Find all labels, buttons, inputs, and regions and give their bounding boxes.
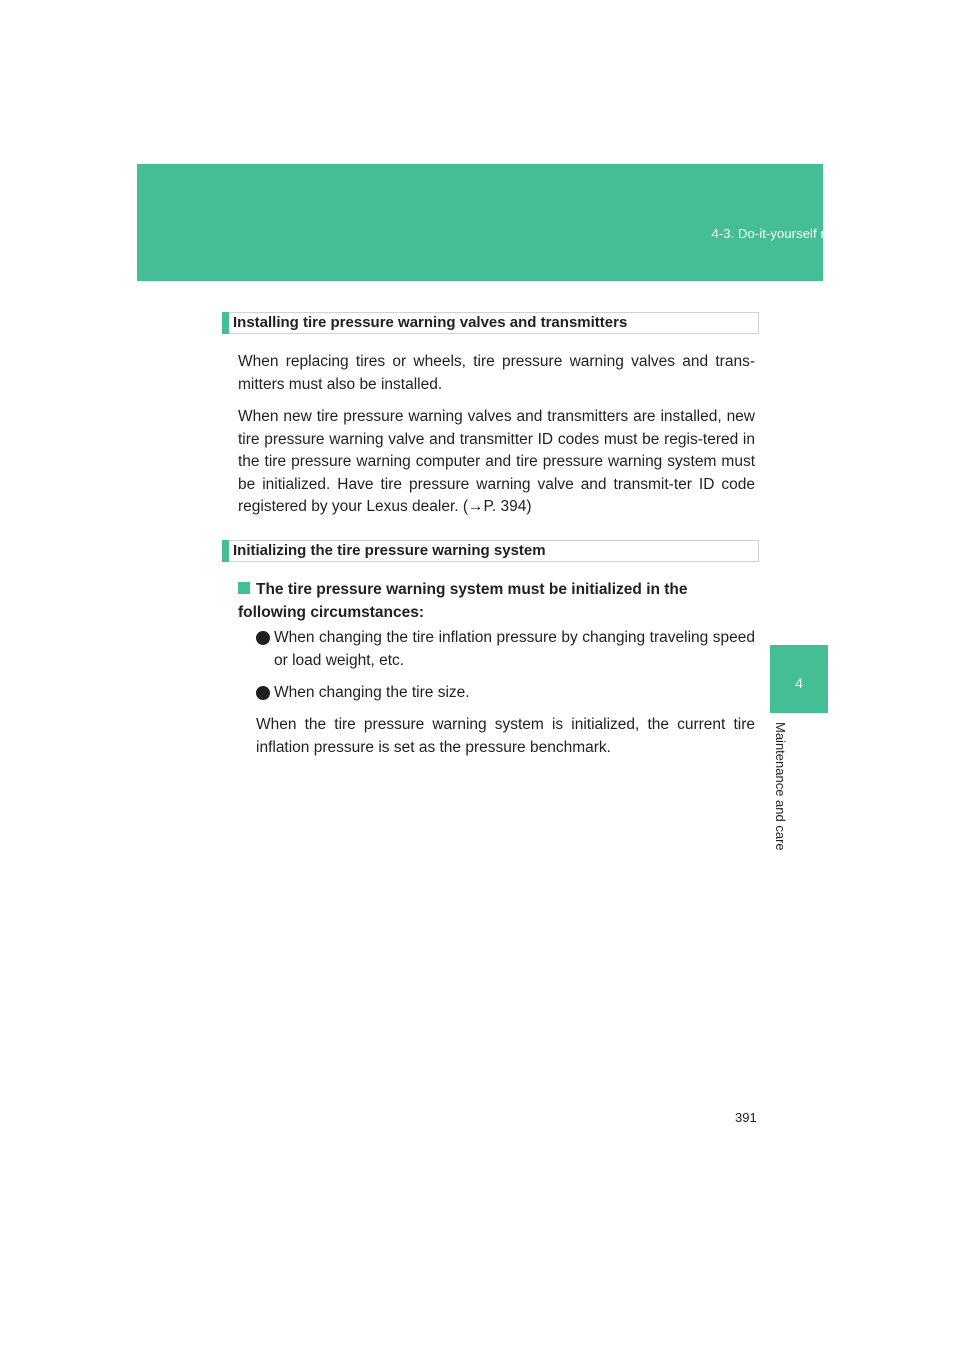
heading-text: Initializing the tire pressure warning system: [233, 542, 546, 559]
chapter-tab: [770, 645, 828, 713]
subheading: The tire pressure warning system must be initialized in the following circumstances:: [238, 581, 688, 621]
section-heading-initializing: [222, 540, 759, 562]
heading-accent-bar: [222, 312, 229, 334]
list-item: When changing the tire size.: [256, 682, 755, 705]
heading-text: Installing tire pressure warning valves and transmitters: [233, 314, 628, 331]
paragraph: When new tire pressure warning valves and transmitters are installed, new tire pressure warning valve and transmitter ID codes must be regis-tered in the tire pressure warning computer and tire pressure warning system must be initialized. Have tire pressure warning valve and transmit-ter ID code registered by your Lexus dealer. (→P. 394): [238, 408, 755, 515]
header-band: [137, 164, 823, 281]
section-title: 4-3. Do-it-yourself maintenance: [711, 226, 896, 241]
paragraph: When replacing tires or wheels, tire pressure warning valves and trans-mitters must also be installed.: [238, 353, 755, 393]
bullet-dot-icon: [256, 631, 270, 645]
heading-accent-bar: [222, 540, 229, 562]
chapter-title: Maintenance and care: [773, 722, 788, 851]
list-item: When changing the tire inflation pressure by changing traveling speed or load weight, etc.: [256, 627, 755, 672]
chapter-number: 4: [795, 675, 803, 691]
chapter-label: [771, 722, 793, 872]
bullet-dot-icon: [256, 686, 270, 700]
section-heading-installing: [222, 312, 759, 334]
square-bullet-icon: [238, 582, 250, 594]
note-paragraph: When the tire pressure warning system is initialized, the current tire inflation pressure is set as the pressure benchmark.: [256, 716, 755, 756]
page-number: 391: [735, 1110, 757, 1125]
